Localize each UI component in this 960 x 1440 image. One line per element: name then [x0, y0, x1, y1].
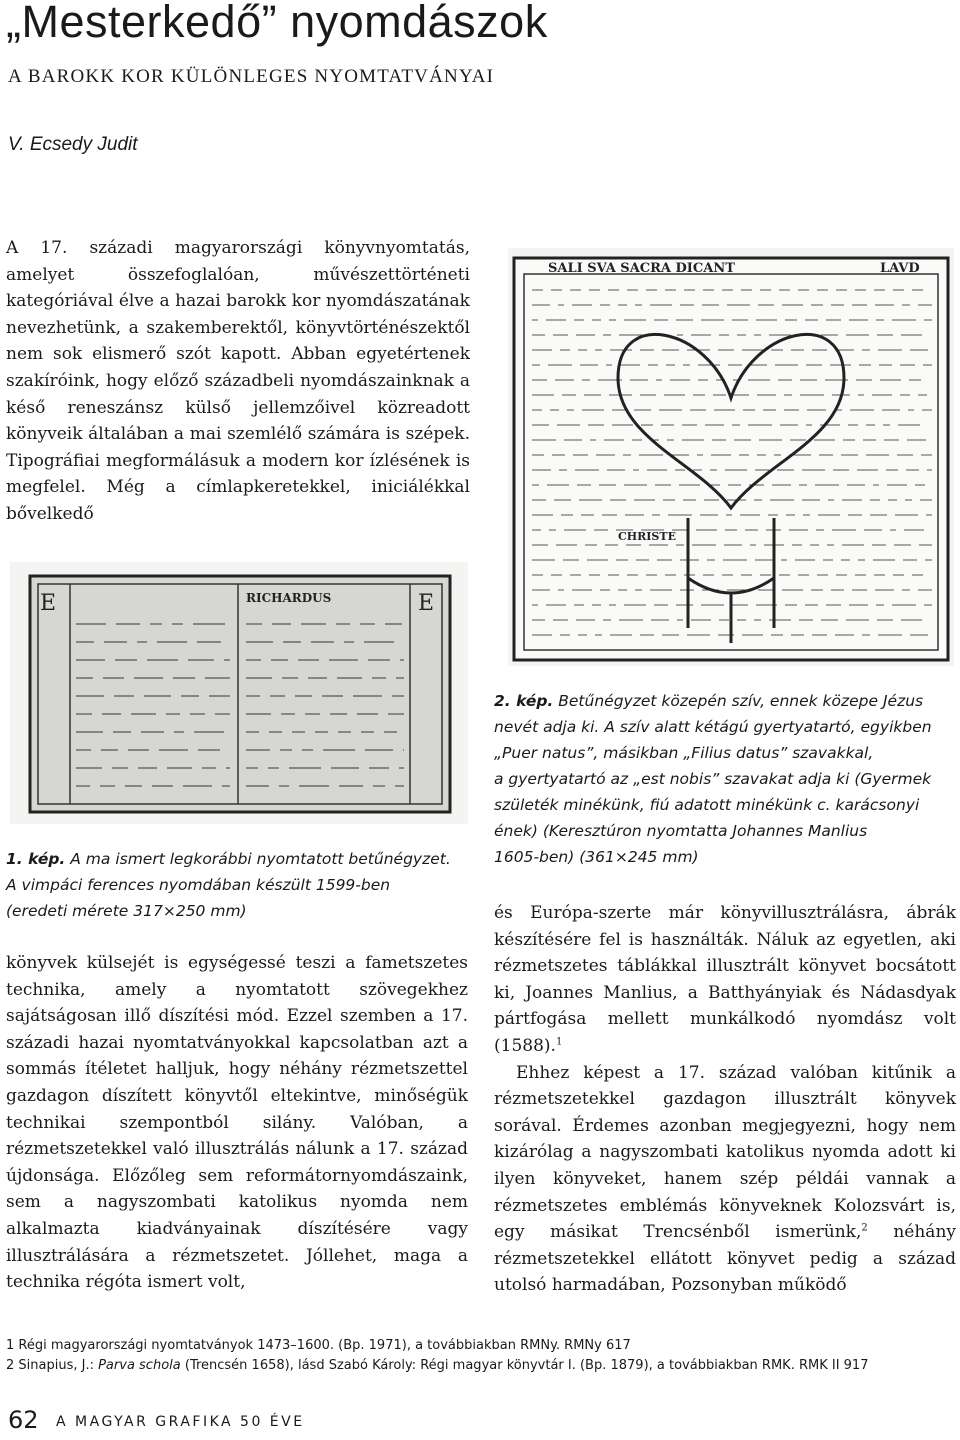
article-title: „Mesterkedő” nyomdászok	[6, 0, 548, 47]
footnote-2: 2 Sinapius, J.: Parva schola (Trencsén 1658), lásd Szabó Károly: Régi magyar könyvtár I. (Bp. 1879), a továbbiakban RMK. RMK II 917	[6, 1358, 869, 1373]
right-column-text: és Európa-szerte már könyvillusztrálásra, ábrák készítésére fel is használták. Náluk az egyetlen, aki rézmetszetes táblákkal illusztrált könyvet bocsátott ki, Joannes Manlius, a Batthyányiak és Nádasdyak pártfogása mellett munkálkodó nyomdász volt (1588).$^1$ Ehhez képest a 17. század valóban kitűnik a rézmetszetekkel gazdagon illusztrált könyvek sorával. Érdemes azonban megjegyezni, hogy nem kizárólag a nagyszombati katolikus nyomda adott ki ilyen könyveket, hanem szép példái vannak a rézmetszetes emblémás könyveknek Kolozsvárt is, egy másikat Trencsénből ismerünk,$^2$ néhány rézmetszetekkel ellátott könyvet pedig a század utolsó harmadában, Pozsonyban működő	[494, 903, 956, 1296]
intro-paragraph: A 17. századi magyarországi könyvnyomtatás, amelyet összefoglalóan, művészettörténeti kategóriával élve a hazai barokk kor nyomdászatának nevezhetünk, a szakemberektől, könyvtörténészektől nem sok elismerő szót kapott. Abban egyetértenek szakíróink, hogy előző századbeli nyomdászainknak a késő reneszánsz külső jellemzőivel közreadott könyveik általában a mai szemlélő számára is szépek. Tipográfiai megformálásuk a modern kor ízlésének is megfelel. Még a címlapkeretekkel, iniciálékkal bővelkedő	[6, 238, 470, 524]
figure-1-caption-label: 1. kép.	[6, 850, 66, 868]
footnotes	[6, 1336, 868, 1376]
figure-2-inner-word: CHRISTE	[618, 530, 676, 543]
figure-2-top-right: LAVD	[880, 261, 920, 276]
figure-1-header-left: E	[40, 591, 57, 616]
footnote-ref-2: 2	[861, 1222, 868, 1234]
running-title: A MAGYAR GRAFIKA 50 ÉVE	[56, 1414, 305, 1430]
article-subtitle: A BAROKK KOR KÜLÖNLEGES NYOMTATVÁNYAI	[8, 66, 495, 87]
figure-2-letter-square	[508, 248, 954, 666]
figure-2-top-text: SALI SVA SACRA DICANT	[548, 261, 735, 276]
footnote-1: 1 Régi magyarországi nyomtatványok 1473–1600. (Bp. 1971), a továbbiakban RMNy. RMNy 617	[6, 1338, 631, 1353]
figure-1-header-mid: RICHARDUS	[246, 591, 332, 605]
figure-2-caption: 2. kép. Betűnégyzet közepén szív, ennek közepe Jézus nevét adja ki. A szív alatt kétágú gyertyatartó, egyikben „Puer natus”, másikban „Filius datus” szavakkal, a gyertyatartó az „est nobis” szavakat adja ki (Gyermek születék minékünk, fiú adatott minékünk c. karácsonyi ének) (Keresztúron nyomtatta Johannes Manlius 1605-ben) (361×245 mm)	[494, 692, 932, 866]
page-number: 62	[8, 1406, 39, 1434]
figure-1-caption: 1. kép. A ma ismert legkorábbi nyomtatott betűnégyzet. A vimpáci ferences nyomdában készült 1599-ben (eredeti mérete 317×250 mm)	[6, 850, 451, 920]
article-author: V. Ecsedy Judit	[8, 134, 138, 155]
figure-1-letter-square	[10, 562, 468, 824]
figure-2-illustration	[508, 248, 954, 666]
footnote-ref-1: 1	[555, 1036, 563, 1048]
figure-2-caption-label: 2. kép.	[494, 692, 554, 710]
figure-1-header-right: E	[418, 591, 435, 616]
left-column-paragraph: könyvek külsejét is egységessé teszi a fametszetes technika, amely a nyomtatott szövegekhez sajátságosan illő díszítési mód. Ezzel szemben a 17. századi hazai nyomtatványokkal kapcsolatban azt a sommás ítéletet halljuk, hogy néhány rézmetszettel gazdagon díszített könyvtől eltekintve, minőségük technikai szempontból silány. Valóban, a rézmetszetekkel való illusztrálás nálunk a 17. század újdonsága. Előzőleg sem reformátornyomdászaink, sem a nagyszombati katolikus nyomda nem alkalmazta kiadványainak díszítésére vagy illusztrálására a rézmetszetet. Jóllehet, maga a technika régóta ismert volt,	[6, 953, 468, 1293]
figure-1-illustration	[10, 562, 468, 824]
